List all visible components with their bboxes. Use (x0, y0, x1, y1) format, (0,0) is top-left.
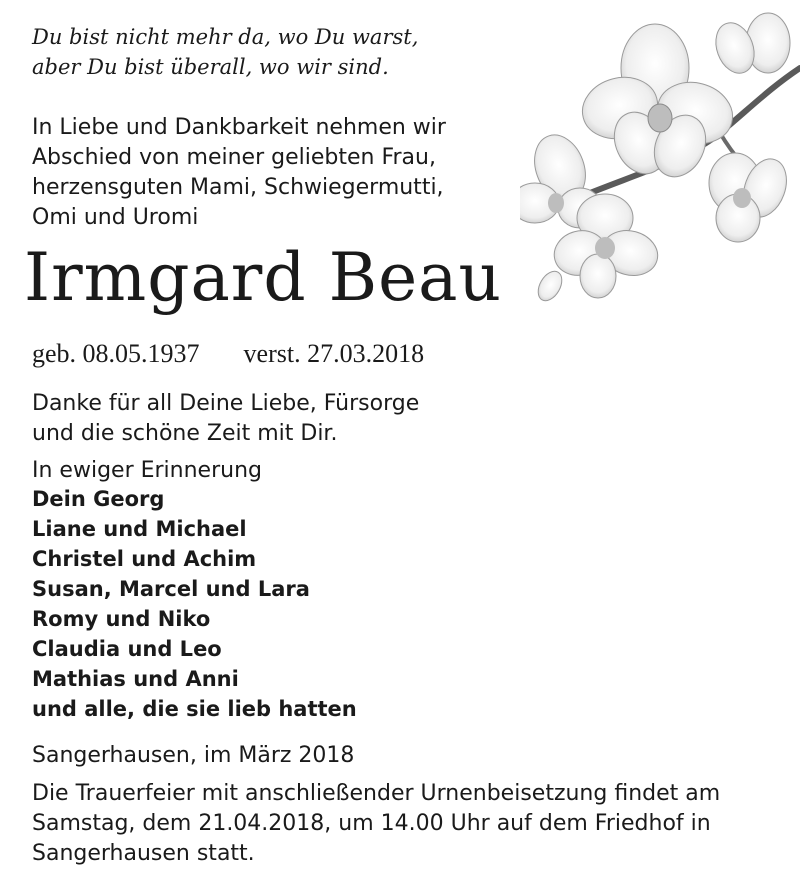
mourner-name: Romy und Niko (32, 607, 211, 631)
intro-line-4: Omi und Uromi (32, 205, 199, 230)
mourner-name: Claudia und Leo (32, 637, 222, 661)
ceremony-line-1: Die Trauerfeier mit anschließender Urnenbeisetzung findet am (32, 781, 721, 806)
mourner-name: und alle, die sie lieb hatten (32, 697, 357, 721)
death-date: verst. 27.03.2018 (243, 339, 425, 368)
motto (32, 22, 418, 82)
mourner-name: Susan, Marcel und Lara (32, 577, 310, 601)
place-date: Sangerhausen, im März 2018 (32, 743, 355, 768)
thanks-line-2: und die schöne Zeit mit Dir. (32, 421, 338, 446)
life-dates (32, 339, 424, 369)
mourners-list (32, 484, 357, 724)
intro-line-3: herzensguten Mami, Schwiegermutti, (32, 175, 444, 200)
mourner-name: Liane und Michael (32, 517, 247, 541)
thanks-text (32, 389, 419, 449)
orchid-icon (520, 8, 800, 308)
mourner-name: Mathias und Anni (32, 667, 239, 691)
motto-line-2: aber Du bist überall, wo wir sind. (32, 55, 389, 79)
mourner-name: Christel und Achim (32, 547, 257, 571)
intro-line-2: Abschied von meiner geliebten Frau, (32, 145, 436, 170)
ceremony-info (32, 779, 720, 869)
deceased-name: Irmgard Beau (24, 239, 502, 316)
birth-date: geb. 08.05.1937 (32, 339, 200, 368)
motto-line-1: Du bist nicht mehr da, wo Du warst, (32, 25, 419, 49)
intro-text (32, 113, 446, 233)
thanks-line-1: Danke für all Deine Liebe, Fürsorge (32, 391, 420, 416)
mourner-name: Dein Georg (32, 487, 165, 511)
intro-line-1: In Liebe und Dankbarkeit nehmen wir (32, 115, 446, 140)
mourners-intro: In ewiger Erinnerung (32, 458, 262, 483)
ceremony-line-3: Sangerhausen statt. (32, 841, 255, 866)
ceremony-line-2: Samstag, dem 21.04.2018, um 14.00 Uhr auf dem Friedhof in (32, 811, 711, 836)
